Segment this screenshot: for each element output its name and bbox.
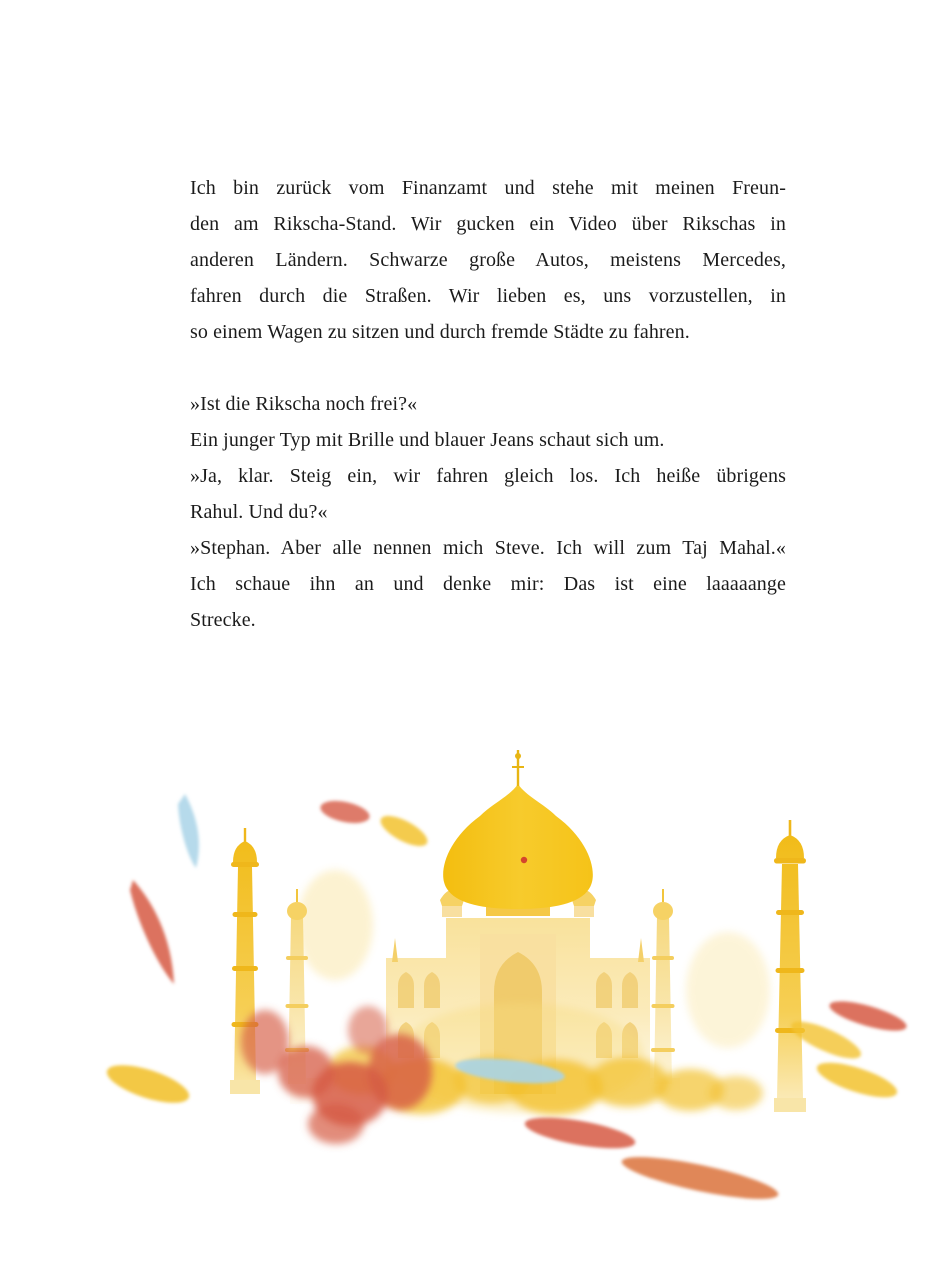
outer-minaret-right — [774, 820, 806, 1112]
text-line: den am Rikscha-Stand. Wir gucken ein Video über Rikschas in — [190, 213, 786, 235]
dialogue-line: »Ist die Rikscha noch frei?« — [190, 393, 418, 415]
taj-dome — [443, 750, 593, 916]
dome-red-dot — [521, 857, 527, 863]
brush-stroke-orange-bottomright — [619, 1149, 781, 1208]
taj-mahal-drawing — [100, 740, 910, 1220]
brush-stroke-yellow-bottomleft — [103, 1057, 193, 1110]
pinnacle-left — [392, 938, 398, 962]
brush-stroke-yellow-right-2 — [813, 1056, 900, 1105]
dialogue-line: »Stephan. Aber alle nennen mich Steve. Ich will zum Taj Mahal.« — [190, 537, 786, 559]
inner-minaret-right — [651, 889, 675, 1084]
text-line: anderen Ländern. Schwarze große Autos, meistens Mercedes, — [190, 249, 786, 271]
pinnacle-right — [638, 938, 644, 962]
dialogue-line: Ein junger Typ mit Brille und blauer Jeans schaut sich um. — [190, 429, 665, 451]
brush-stroke-red-right — [827, 995, 909, 1036]
text-line: Ich schaue ihn an und denke mir: Das ist eine laaaaange — [190, 573, 786, 595]
text-line: fahren durch die Straßen. Wir lieben es, uns vorzustellen, in — [190, 285, 786, 307]
text-line: so einem Wagen zu sitzen und durch fremde Städte zu fahren. — [190, 321, 690, 343]
brush-stroke-red-left-arc — [130, 880, 174, 984]
brush-stroke-red-bottomcenter — [523, 1111, 637, 1154]
brush-stroke-blue-topleft — [178, 794, 199, 868]
taj-mahal-illustration — [100, 740, 910, 1220]
dialogue-line: »Ja, klar. Steig ein, wir fahren gleich los. Ich heiße übrigens — [190, 465, 786, 487]
brush-stroke-yellow-upper — [376, 810, 431, 852]
brush-stroke-red-upper — [318, 797, 371, 827]
dialogue-line: Rahul. Und du?« — [190, 501, 328, 523]
text-line: Ich bin zurück vom Finanzamt und stehe mit meinen Freun- — [190, 177, 786, 199]
story-text — [190, 170, 786, 638]
text-line: Strecke. — [190, 609, 256, 631]
